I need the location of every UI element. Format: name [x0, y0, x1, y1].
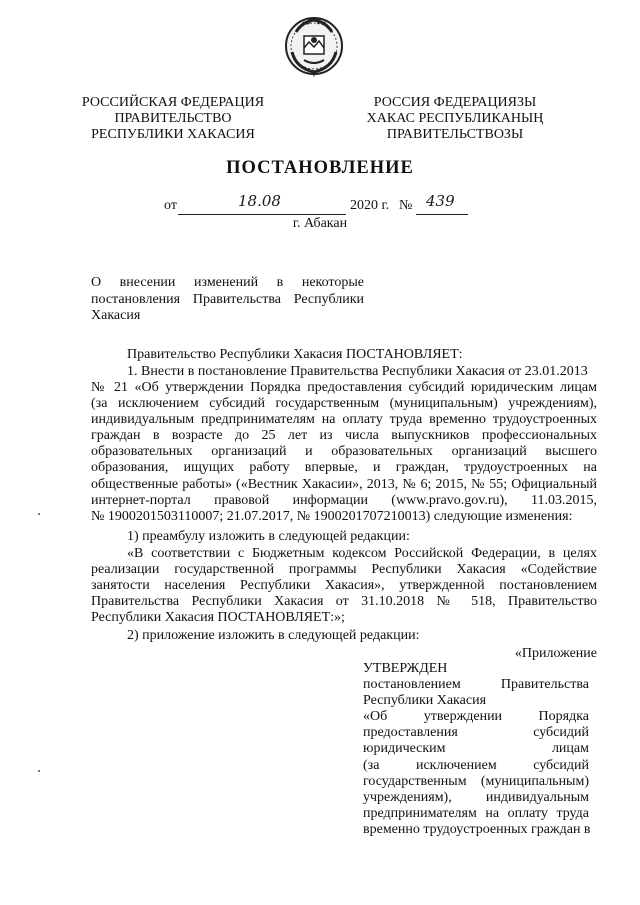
- header-right: [360, 95, 550, 143]
- city-name: г. Абакан: [292, 216, 348, 231]
- annex-block: [363, 661, 589, 838]
- paragraph-1-line: образовательных организаций и образовательных организаций высшего: [91, 444, 597, 460]
- item-1: 1) преамбулу изложить в следующей редакции:: [127, 529, 410, 544]
- annex-line: УТВЕРЖДЕН: [363, 661, 448, 676]
- header-left-line: ПРАВИТЕЛЬСТВО: [114, 111, 232, 126]
- paragraph-1: [91, 380, 597, 525]
- scan-speck: [38, 513, 40, 515]
- header-right-line: ХАКАС РЕСПУБЛИКАНЫҢ: [366, 111, 544, 126]
- quote-line: Республики Хакасия ПОСТАНОВЛЯЕТ:»;: [91, 610, 345, 626]
- annex-line: юридическим лицам: [363, 741, 589, 757]
- paragraph-1-first-line: 1. Внести в постановление Правительства Республики Хакасия от 23.01.2013: [127, 364, 588, 379]
- annex-label: «Приложение: [514, 646, 597, 661]
- paragraph-1-line: № 1900201503110007; 21.07.2017, № 1900201707210013) следующие изменения:: [91, 508, 573, 524]
- annex-line: предпринимателям на оплату труда: [363, 805, 589, 821]
- quote-block: [91, 562, 597, 626]
- annex-line: временно трудоустроенных граждан в: [363, 821, 591, 837]
- paragraph-1-line: образования, ищущих работу впервые, и граждан, трудоустроенных на: [91, 460, 597, 476]
- annex-line: (за исключением субсидий: [363, 757, 589, 773]
- paragraph-1-line: № 21 «Об утверждении Порядка предоставления субсидий юридическим лицам: [91, 380, 597, 395]
- paragraph-1-line: граждан в возрасте до 25 лет из числа выпускников профессиональных: [91, 428, 597, 444]
- date-prefix: от: [164, 198, 177, 213]
- subject-line: О внесении изменений в некоторые: [91, 275, 364, 290]
- year-text: 2020 г.: [350, 198, 390, 213]
- header-right-line: РОССИЯ ФЕДЕРАЦИЯЗЫ: [373, 95, 537, 110]
- annex-line: предоставления субсидий: [363, 725, 589, 741]
- annex-line: постановлением Правительства: [363, 677, 589, 693]
- number-prefix: №: [399, 198, 413, 213]
- paragraph-1-line: индивидуальным предпринимателям на оплату труда временно трудоустроенных: [91, 412, 597, 428]
- annex-line: «Об утверждении Порядка: [363, 709, 589, 725]
- quote-line: Правительства Республики Хакасия от 31.10.2018 № 518, Правительство: [91, 594, 597, 610]
- handwritten-date: 18.08: [238, 192, 281, 210]
- subject-line: постановления Правительства Республики: [91, 291, 364, 307]
- quote-line: «В соответствии с Бюджетным кодексом Российской Федерации, в целях: [127, 546, 597, 561]
- handwritten-number: 439: [426, 192, 455, 210]
- header-left: [80, 95, 266, 143]
- quote-line: занятости населения Республики Хакасия», утвержденной постановлением: [91, 578, 597, 594]
- quote-line: реализации государственной программы Республики Хакасия «Содействие: [91, 562, 597, 577]
- paragraph-1-line: общественные работы» («Вестник Хакасии», 2013, № 6; 2015, № 55; Официальный: [91, 476, 597, 492]
- header-left-line: РОССИЙСКАЯ ФЕДЕРАЦИЯ: [81, 95, 265, 110]
- header-left-line: РЕСПУБЛИКИ ХАКАСИЯ: [91, 127, 255, 142]
- paragraph-1-line: (за исключением субсидий государственным (муниципальным) учреждениям),: [91, 396, 597, 412]
- intro-paragraph: Правительство Республики Хакасия ПОСТАНОВЛЯЕТ:: [127, 347, 463, 362]
- scan-speck: [38, 770, 40, 772]
- annex-line: государственным (муниципальным): [363, 773, 589, 789]
- header-right-line: ПРАВИТЕЛЬСТВОЗЫ: [386, 127, 524, 142]
- annex-line: Республики Хакасия: [363, 693, 487, 709]
- document-title: ПОСТАНОВЛЕНИЕ: [226, 158, 414, 178]
- quote-first-line: [127, 546, 597, 562]
- annex-line: учреждениям), индивидуальным: [363, 789, 589, 805]
- coat-of-arms-emblem: [282, 12, 346, 78]
- subject-block: [91, 275, 364, 325]
- paragraph-1-line: интернет-портал правовой информации (www.pravo.gov.ru), 11.03.2015,: [91, 492, 597, 508]
- subject-line: Хакасия: [91, 308, 141, 323]
- item-2: 2) приложение изложить в следующей редакции:: [127, 628, 420, 643]
